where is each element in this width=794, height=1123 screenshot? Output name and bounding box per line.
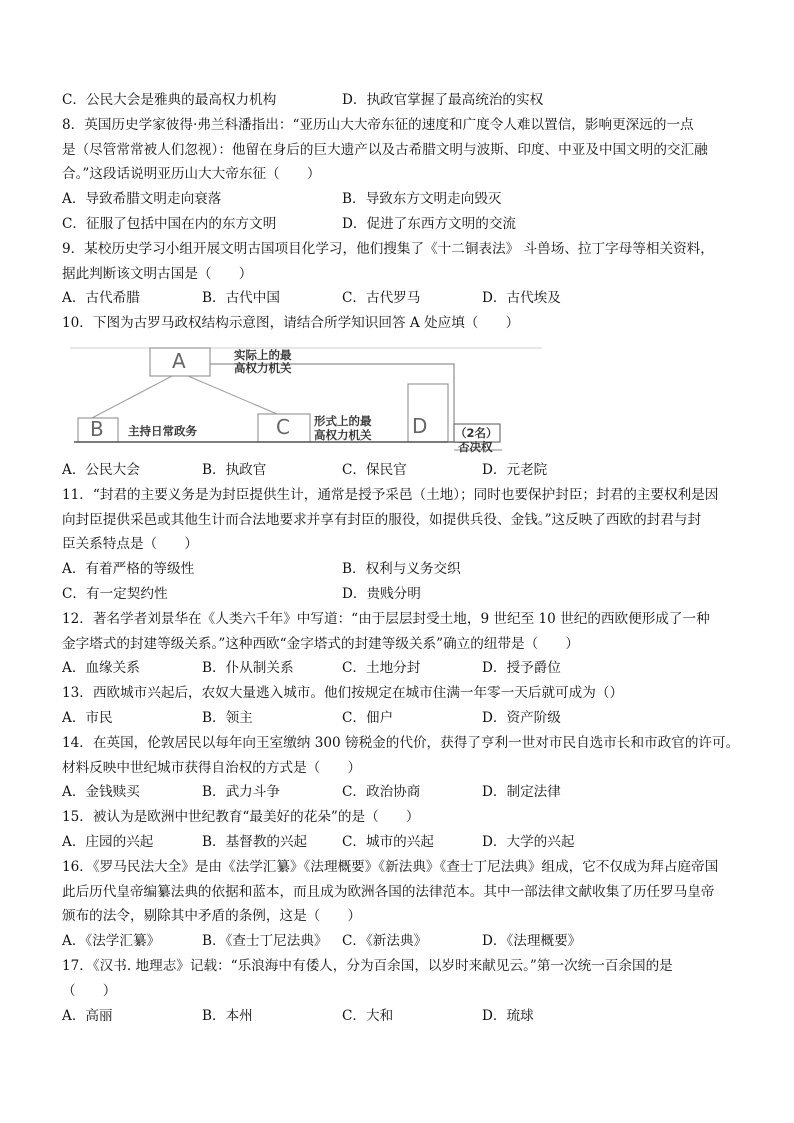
box-b-label: B	[90, 416, 104, 441]
options-row	[62, 929, 742, 954]
option: D．资产阶级	[482, 709, 561, 726]
question-15	[62, 805, 742, 855]
option: D．制定法律	[482, 784, 561, 801]
box-c-note-2: 高权力机关	[314, 427, 372, 442]
question-text: 合。”这段话说明亚历山大大帝东征（ ）	[62, 166, 321, 183]
question-14	[62, 731, 742, 805]
option: C．保民官	[342, 461, 407, 478]
box-a-label: A	[172, 348, 186, 373]
question-text: 臣关系特点是（ ）	[62, 536, 198, 553]
option: D．执政官掌握了最高统治的实权	[342, 92, 544, 108]
question-11	[62, 483, 742, 607]
options-row	[62, 706, 742, 731]
option: B．《查士丁尼法典》	[202, 933, 328, 950]
option: B．权利与义务交织	[342, 561, 461, 578]
exam-page	[62, 88, 742, 1028]
option: D．促进了东西方文明的交流	[342, 215, 517, 232]
question-text: 材料反映中世纪城市获得自治权的方式是（ ）	[62, 759, 362, 776]
option: A．公民大会	[62, 461, 140, 478]
question-text: 此后历代皇帝编纂法典的依据和蓝本，而且成为欧洲各国的法律范本。其中一部法律文献收集了历任罗马皇帝	[62, 883, 715, 900]
question-text: 是（尽管常常被人们忽视）：他留在身后的巨大遗产以及古希腊文明与波斯、印度、中亚及中国文明的交汇融	[62, 141, 708, 158]
question-text: 据此判断该文明古国是（ ）	[62, 265, 253, 282]
question-text: 17．《汉书. 地理志》记载：“乐浪海中有倭人，分为百余国，以岁时来献见云。”第一次统一百余国的是	[62, 957, 673, 974]
options-row	[62, 780, 742, 805]
option: B．本州	[202, 1007, 253, 1024]
box-a-note-2: 高权力机关	[234, 360, 292, 375]
option: B．武力斗争	[202, 784, 280, 801]
option: C．城市的兴起	[342, 833, 434, 850]
question-text: 12．著名学者刘景华在《人类六千年》中写道：“由于层层封受土地，9 世纪至 10 世纪的西欧便形成了一种	[62, 610, 710, 627]
option: C．公民大会是雅典的最高权力机构	[62, 92, 277, 108]
options-row	[62, 286, 742, 311]
option: A．高丽	[62, 1007, 113, 1024]
question-13	[62, 681, 742, 731]
roman-government-diagram	[62, 340, 742, 452]
box-c-note-1: 形式上的最	[314, 413, 372, 428]
option: C．有一定契约性	[62, 585, 168, 602]
question-text: 16．《罗马民法大全》是由《法学汇纂》《法理概要》《新法典》《查士丁尼法典》组成，它不仅成为拜占庭帝国	[62, 858, 719, 875]
option: B．执政官	[202, 461, 267, 478]
question-text: 11．“封君的主要义务是为封臣提供生计，通常是授予采邑（土地）；同时也要保护封臣；封君的主要权利是因	[62, 486, 719, 503]
option: B．领主	[202, 709, 253, 726]
option: A．庄园的兴起	[62, 833, 154, 850]
question-16	[62, 855, 742, 954]
option: A．金钱赎买	[62, 784, 140, 801]
question-text: 13．西欧城市兴起后，农奴大量逃入城市。他们按规定在城市住满一年零一天后就可成为（）	[62, 685, 624, 702]
question-text: 8．英国历史学家彼得·弗兰科潘指出：“亚历山大大帝东征的速度和广度令人难以置信，影响更深远的一点	[62, 116, 694, 133]
option: B．基督教的兴起	[202, 833, 308, 850]
option: D．琉球	[482, 1007, 534, 1024]
options-row	[62, 830, 742, 855]
question-12	[62, 607, 742, 681]
box-d-note-2: 否决权	[458, 439, 493, 454]
question-text: （ ）	[62, 982, 117, 999]
question-17	[62, 954, 742, 1028]
box-d-label: D	[412, 413, 428, 438]
option: B．仆从制关系	[202, 660, 294, 677]
option: C．政治协商	[342, 784, 421, 801]
option: D．古代埃及	[482, 290, 561, 307]
option: A．古代希腊	[62, 290, 140, 307]
option: B．古代中国	[202, 290, 280, 307]
options-row	[62, 212, 742, 237]
option: D．授予爵位	[482, 660, 561, 677]
question-text: 金字塔式的封建等级关系。”这种西欧“金字塔式的封建等级关系”确立的纽带是（ ）	[62, 635, 580, 652]
question-text: 颁布的法令，剔除其中矛盾的条例，这是（ ）	[62, 908, 362, 925]
option: A．血缘关系	[62, 660, 140, 677]
option: D．贵贱分明	[342, 585, 421, 602]
option: A．《法学汇纂》	[62, 933, 161, 950]
options-row	[62, 582, 742, 607]
question-text: 向封臣提供采邑或其他生计而合法地要求并享有封臣的服役，如提供兵役、金钱。”这反映了西欧的封君与封	[62, 511, 702, 528]
option: C．佃户	[342, 709, 394, 726]
options-row	[62, 187, 742, 212]
question-10	[62, 311, 742, 483]
box-a-note-1: 实际上的最	[234, 347, 292, 362]
option: D．元老院	[482, 461, 548, 478]
box-d-note-1: （2名）	[455, 425, 498, 440]
option: C．征服了包括中国在内的东方文明	[62, 215, 277, 232]
options-row	[62, 1004, 742, 1029]
option: C．土地分封	[342, 660, 421, 677]
option: A．导致希腊文明走向衰落	[62, 191, 222, 208]
option: C．古代罗马	[342, 290, 421, 307]
question-9	[62, 237, 742, 311]
option: B．导致东方文明走向毁灭	[342, 191, 502, 208]
options-row	[62, 557, 742, 582]
option: C．《新法典》	[342, 933, 428, 950]
question-8	[62, 113, 742, 237]
question-text: 15．被认为是欧洲中世纪教育“最美好的花朵”的是（ ）	[62, 809, 420, 826]
options-row	[62, 656, 742, 681]
question-text: 10．下图为古罗马政权结构示意图，请结合所学知识回答 A 处应填（ ）	[62, 315, 520, 332]
options-row	[62, 458, 742, 483]
option: D．《法理概要》	[482, 933, 582, 950]
box-c-label: C	[276, 414, 290, 439]
box-b-note: 主持日常政务	[128, 423, 197, 438]
question-text: 14．在英国，伦敦居民以每年向王室缴纳 300 镑税金的代价，获得了亨利一世对市民自选市长和市政官的许可。	[62, 734, 740, 751]
option: A．有着严格的等级性	[62, 561, 195, 578]
question-text: 9．某校历史学习小组开展文明古国项目化学习，他们搜集了《十二铜表法》 斗兽场、拉丁字母等相关资料，	[62, 240, 714, 257]
q7-options	[62, 88, 742, 113]
option: A．市民	[62, 709, 113, 726]
option: D．大学的兴起	[482, 833, 575, 850]
option: C．大和	[342, 1007, 394, 1024]
